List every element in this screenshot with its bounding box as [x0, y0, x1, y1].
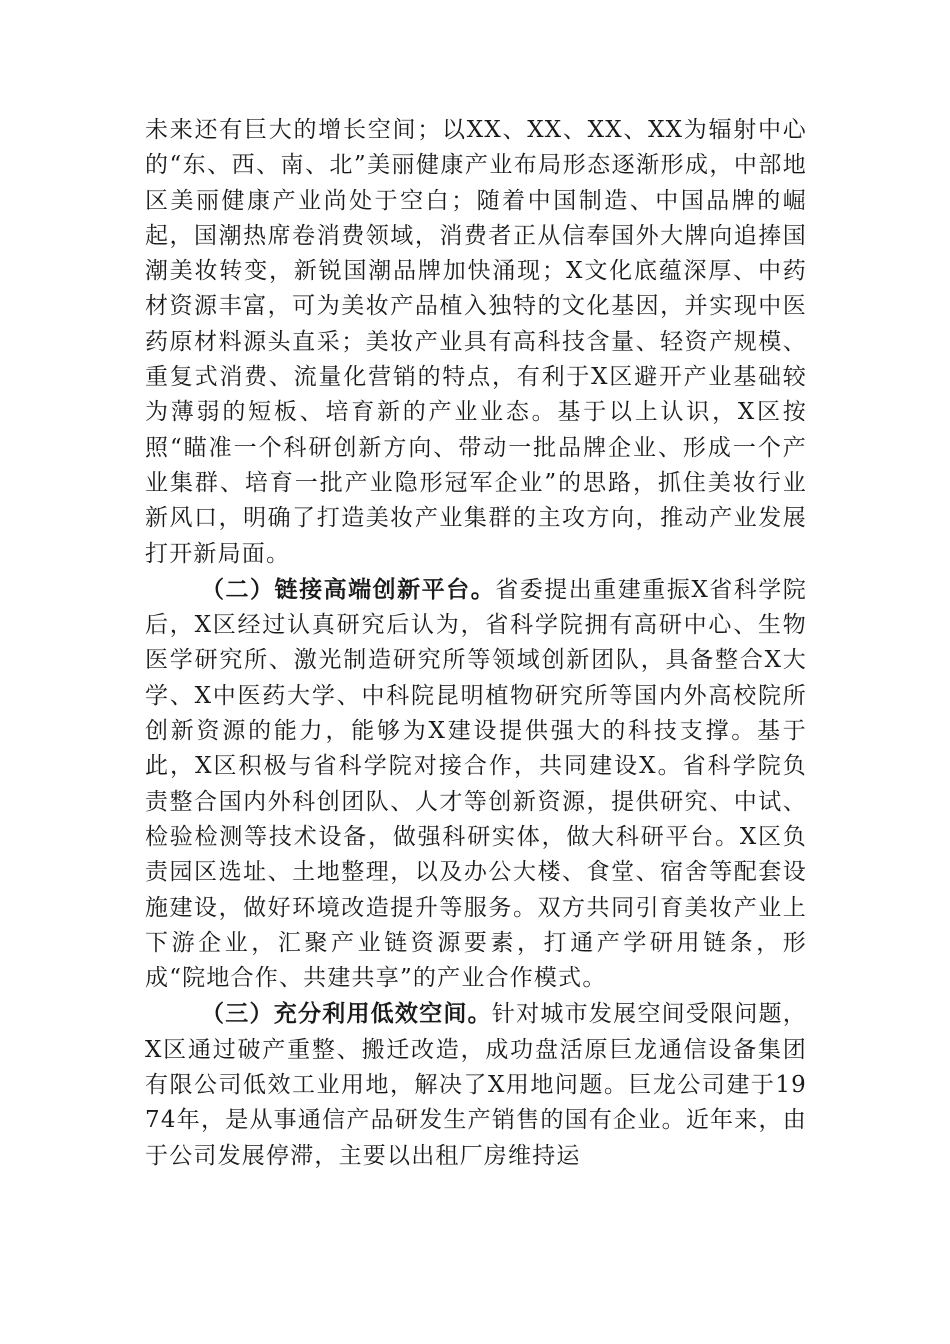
paragraph-1: [145, 113, 807, 572]
paragraph-1-text: 未来还有巨大的增长空间；以XX、XX、XX、XX为辐射中心的“东、西、南、北”美丽健康产业布局形态逐渐形成，中部地区美丽健康产业尚处于空白；随着中国制造、中国品牌的崛起，国潮热席卷消费领域，消费者正从信奉国外大牌向追捧国潮美妆转变，新锐国潮品牌加快涌现；X文化底蕴深厚、中药材资源丰富，可为美妆产品植入独特的文化基因，并实现中医药原材料源头直采；美妆产业具有高科技含量、轻资产规模、重复式消费、流量化营销的特点，有利于X区避开产业基础较为薄弱的短板、培育新的产业业态。基于以上认识，X区按照“瞄准一个科研创新方向、带动一批品牌企业、形成一个产业集群、培育一批产业隐形冠军企业”的思路，抓住美妆行业新风口，明确了打造美妆产业集群的主攻方向，推动产业发展打开新局面。: [145, 117, 807, 567]
document-body: [145, 113, 807, 1174]
paragraph-2: [145, 572, 807, 997]
paragraph-2-text: 省委提出重建重振X省科学院后，X区经过认真研究后认为，省科学院拥有高研中心、生物医学研究所、激光制造研究所等领域创新团队，具备整合X大学、X中医药大学、中科院昆明植物研究所等国内外高校院所创新资源的能力，能够为X建设提供强大的科技支撑。基于此，X区积极与省科学院对接合作，共同建设X。省科学院负责整合国内外科创团队、人才等创新资源，提供研究、中试、检验检测等技术设备，做强科研实体，做大科研平台。X区负责园区选址、土地整理，以及办公大楼、食堂、宿舍等配套设施建设，做好环境改造提升等服务。双方共同引育美妆产业上下游企业，汇聚产业链资源要素，打通产学研用链条，形成“院地合作、共建共享”的产业合作模式。: [145, 576, 807, 992]
paragraph-3: [145, 996, 807, 1173]
section-heading-2: （二）链接高端创新平台。: [201, 575, 496, 603]
paragraph-3-text: 针对城市发展空间受限问题，X区通过破产重整、搬迁改造，成功盘活原巨龙通信设备集团有限公司低效工业用地，解决了X用地问题。巨龙公司建于1974年，是从事通信产品研发生产销售的国有企业。近年来，由于公司发展停滞，主要以出租厂房维持运: [145, 1001, 807, 1169]
section-heading-3: （三）充分利用低效空间。: [201, 1000, 492, 1028]
